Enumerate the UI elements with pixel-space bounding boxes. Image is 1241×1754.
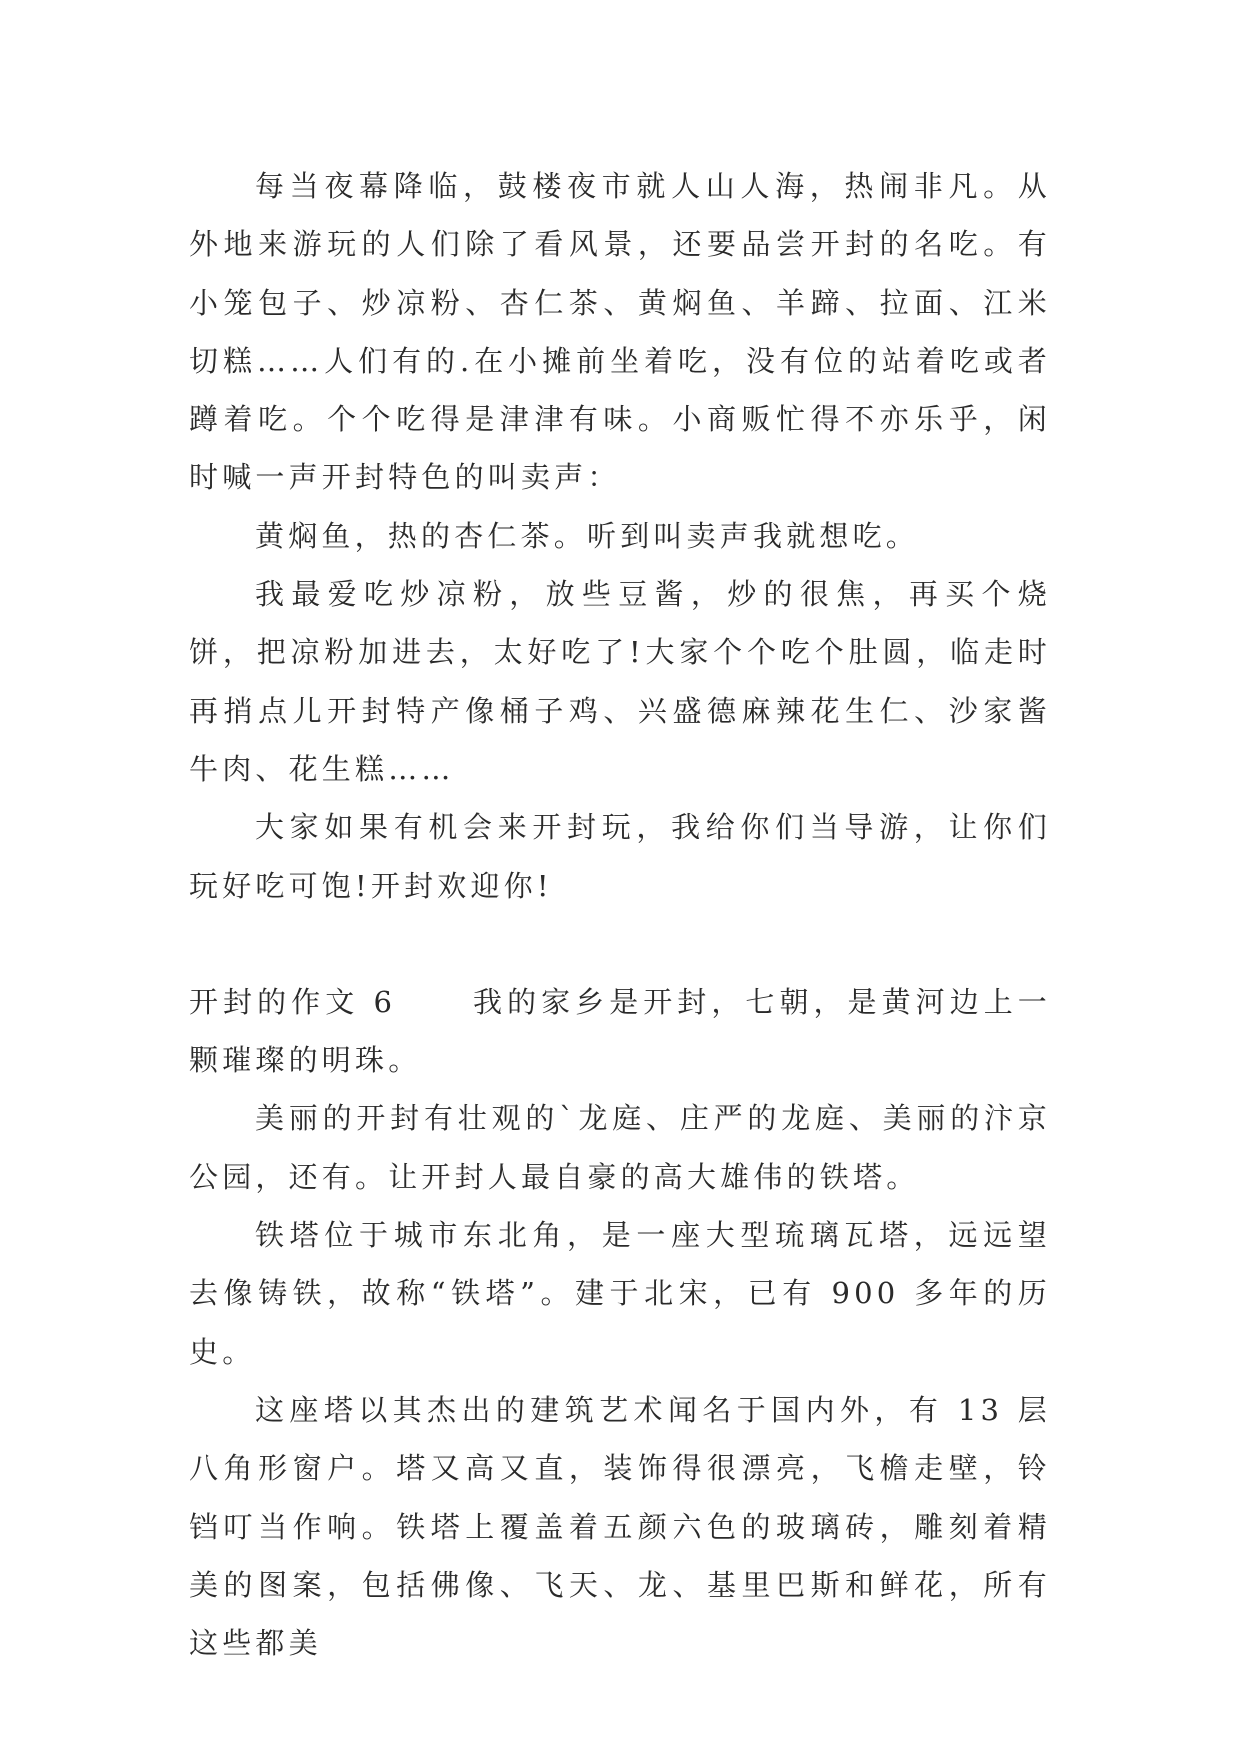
essay-title: 开封的作文 6 (189, 984, 397, 1019)
paragraph: 美丽的开封有壮观的`龙庭、庄严的龙庭、美丽的汴京公园，还有。让开封人最自豪的高大雄伟的铁塔。 (189, 1101, 1051, 1194)
essay-first-line: 我的家乡是开封，七朝，是黄河边上一颗璀璨的明珠。 (189, 984, 1051, 1078)
essay-heading-paragraph (189, 973, 1051, 1090)
paragraph: 大家如果有机会来开封玩，我给你们当导游，让你们玩好吃可饱!开封欢迎你! (189, 810, 1051, 903)
section-spacer (189, 915, 1051, 973)
document-page (189, 157, 1051, 1672)
paragraph: 这座塔以其杰出的建筑艺术闻名于国内外，有 13 层八角形窗户。塔又高又直，装饰得很漂亮，飞檐走壁，铃铛叮当作响。铁塔上覆盖着五颜六色的玻璃砖，雕刻着精美的图案，包括佛像、飞天、龙、基里巴斯和鲜花，所有这些都美 (189, 1392, 1051, 1661)
paragraph: 我最爱吃炒凉粉，放些豆酱，炒的很焦，再买个烧饼，把凉粉加进去，太好吃了!大家个个吃个肚圆，临走时再捎点儿开封特产像桶子鸡、兴盛德麻辣花生仁、沙家酱牛肉、花生糕…… (189, 577, 1051, 786)
paragraph: 黄焖鱼，热的杏仁茶。听到叫卖声我就想吃。 (255, 518, 920, 553)
paragraph: 铁塔位于城市东北角，是一座大型琉璃瓦塔，远远望去像铸铁，故称“铁塔”。建于北宋，已有 900 多年的历史。 (189, 1218, 1051, 1369)
paragraph: 每当夜幕降临，鼓楼夜市就人山人海，热闹非凡。从外地来游玩的人们除了看风景，还要品尝开封的名吃。有小笼包子、炒凉粉、杏仁茶、黄焖鱼、羊蹄、拉面、江米切糕……人们有的.在小摊前坐着吃，没有位的站着吃或者蹲着吃。个个吃得是津津有味。小商贩忙得不亦乐乎，闲时喊一声开封特色的叫卖声： (189, 169, 1051, 495)
